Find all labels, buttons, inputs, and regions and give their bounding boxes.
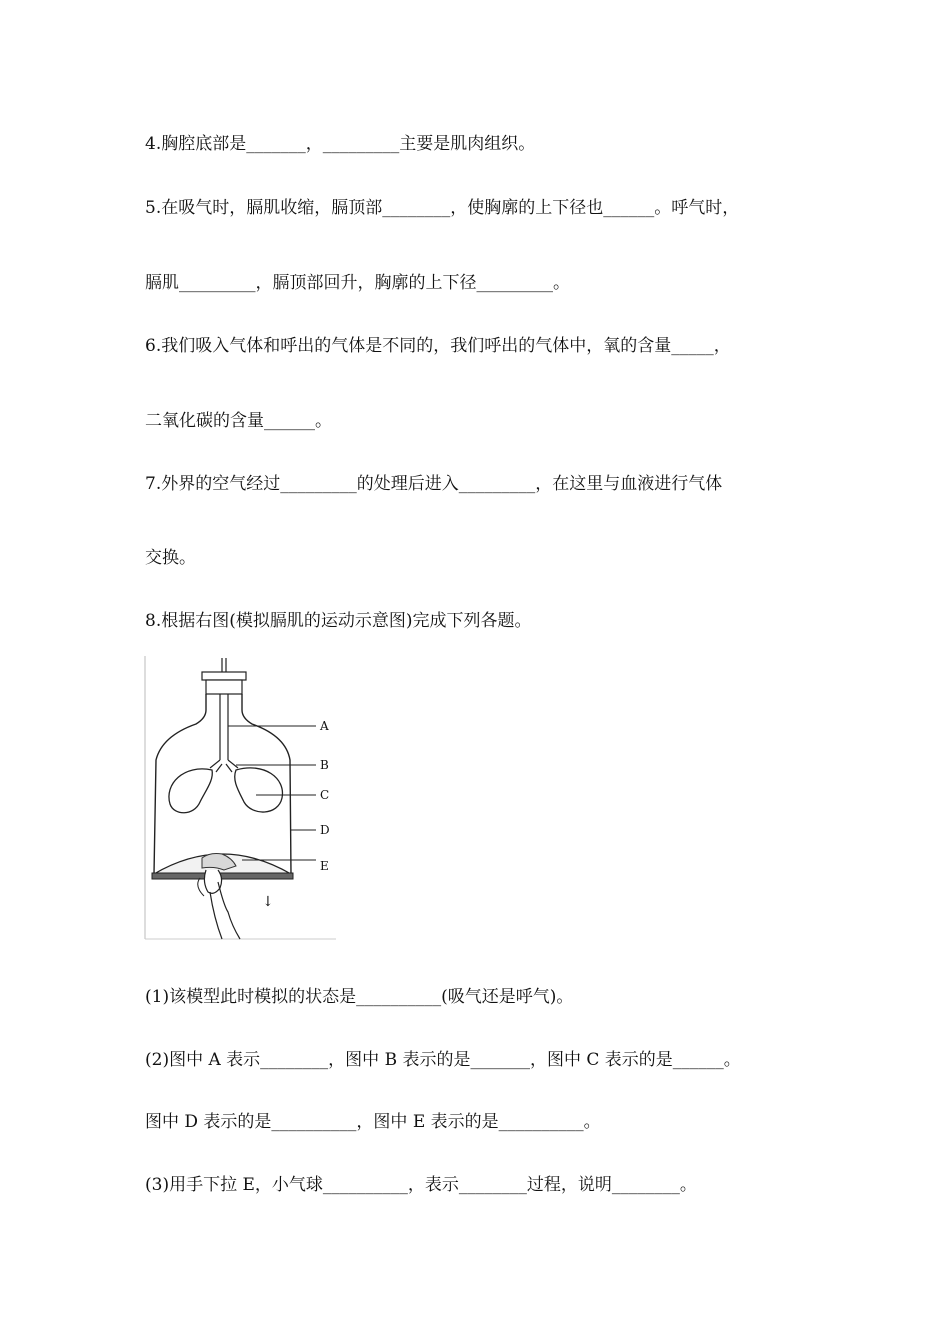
hand-icon (204, 870, 221, 893)
question-6-line-1: 6.我们吸入气体和呼出的气体是不同的，我们呼出的气体中，氧的含量_____， (145, 336, 731, 356)
label-c: C (320, 788, 330, 802)
label-a: A (320, 719, 329, 733)
question-8-1: (1)该模型此时模拟的状态是__________(吸气还是呼气)。 (145, 987, 574, 1007)
base-plate (152, 873, 293, 879)
question-8-3: (3)用手下拉 E，小气球__________，表示________过程，说明________。 (145, 1175, 697, 1195)
rubber-stopper (202, 672, 246, 680)
question-8-intro: 8.根据右图(模拟膈肌的运动示意图)完成下列各题。 (145, 611, 532, 631)
diaphragm-model-figure (144, 656, 336, 940)
label-e: E (320, 859, 329, 873)
question-6-line-2: 二氧化碳的含量______。 (145, 411, 332, 431)
label-d: D (320, 823, 330, 837)
question-5-line-2: 膈肌_________，膈顶部回升，胸廓的上下径_________。 (145, 273, 570, 293)
label-b: B (320, 758, 329, 772)
question-8-2-line-1: (2)图中 A 表示________，图中 B 表示的是_______，图中 C 表示的是______。 (145, 1050, 741, 1070)
balloon-right (235, 768, 283, 812)
question-4: 4.胸腔底部是_______，_________主要是肌肉组织。 (145, 134, 536, 154)
question-8-2-line-2: 图中 D 表示的是__________，图中 E 表示的是__________。 (145, 1112, 601, 1132)
balloon-left (169, 769, 212, 813)
question-5-line-1: 5.在吸气时，膈肌收缩，膈顶部________，使胸廓的上下径也______。呼气时， (145, 198, 740, 218)
question-7-line-2: 交换。 (145, 548, 196, 568)
down-arrow-icon: ↓ (262, 894, 274, 910)
y-branch-tube (210, 760, 238, 772)
question-7-line-1: 7.外界的空气经过_________的处理后进入_________，在这里与血液进行气体 (145, 474, 723, 494)
